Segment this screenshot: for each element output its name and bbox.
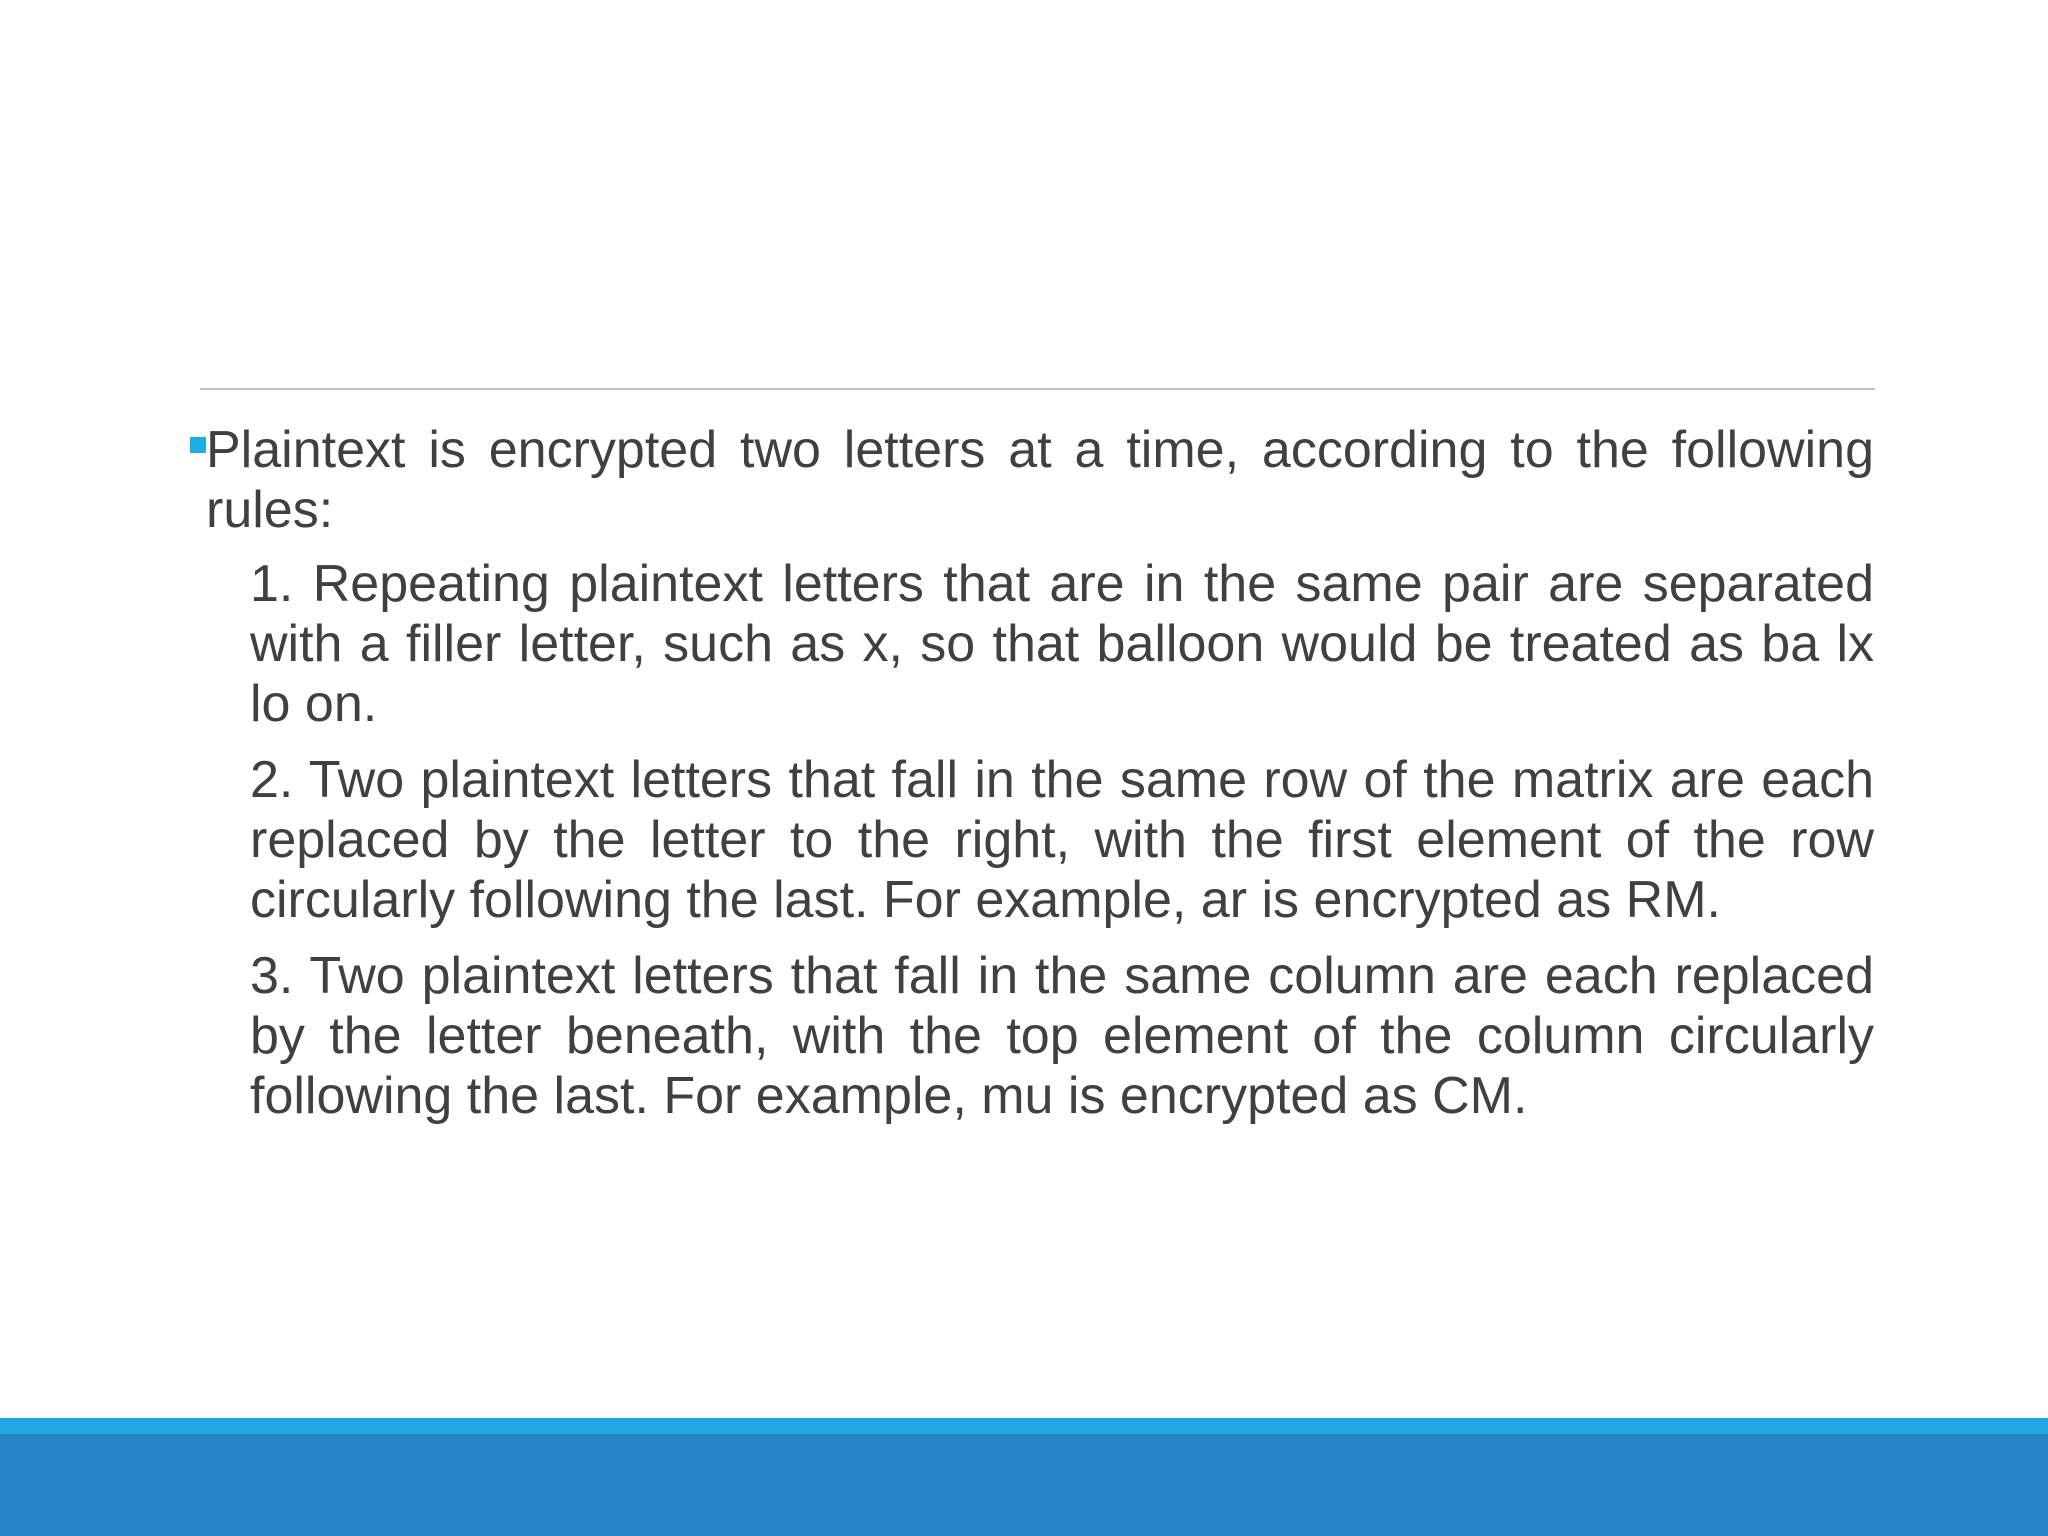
rule-item-2: 2. Two plaintext letters that fall in the same row of the matrix are each replaced by the letter to the right, with the first element of the row circularly following the last. For example, ar is encrypted as RM. bbox=[250, 751, 1874, 929]
rule-item-1: 1. Repeating plaintext letters that are in the same pair are separated with a filler letter, such as x, so that balloon would be treated as ba lx lo on. bbox=[250, 555, 1874, 733]
footer-accent-strip bbox=[0, 1418, 2048, 1434]
bullet-item bbox=[186, 420, 1874, 540]
footer-band bbox=[0, 1434, 2048, 1536]
square-bullet-icon bbox=[190, 437, 206, 453]
rule-item-3: 3. Two plaintext letters that fall in the same column are each replaced by the letter beneath, with the top element of the column circularly following the last. For example, mu is encrypted as CM. bbox=[250, 947, 1874, 1125]
slide-content bbox=[186, 420, 1874, 1142]
bullet-text: Plaintext is encrypted two letters at a time, according to the following rules: bbox=[206, 421, 1874, 539]
title-divider bbox=[200, 388, 1875, 390]
